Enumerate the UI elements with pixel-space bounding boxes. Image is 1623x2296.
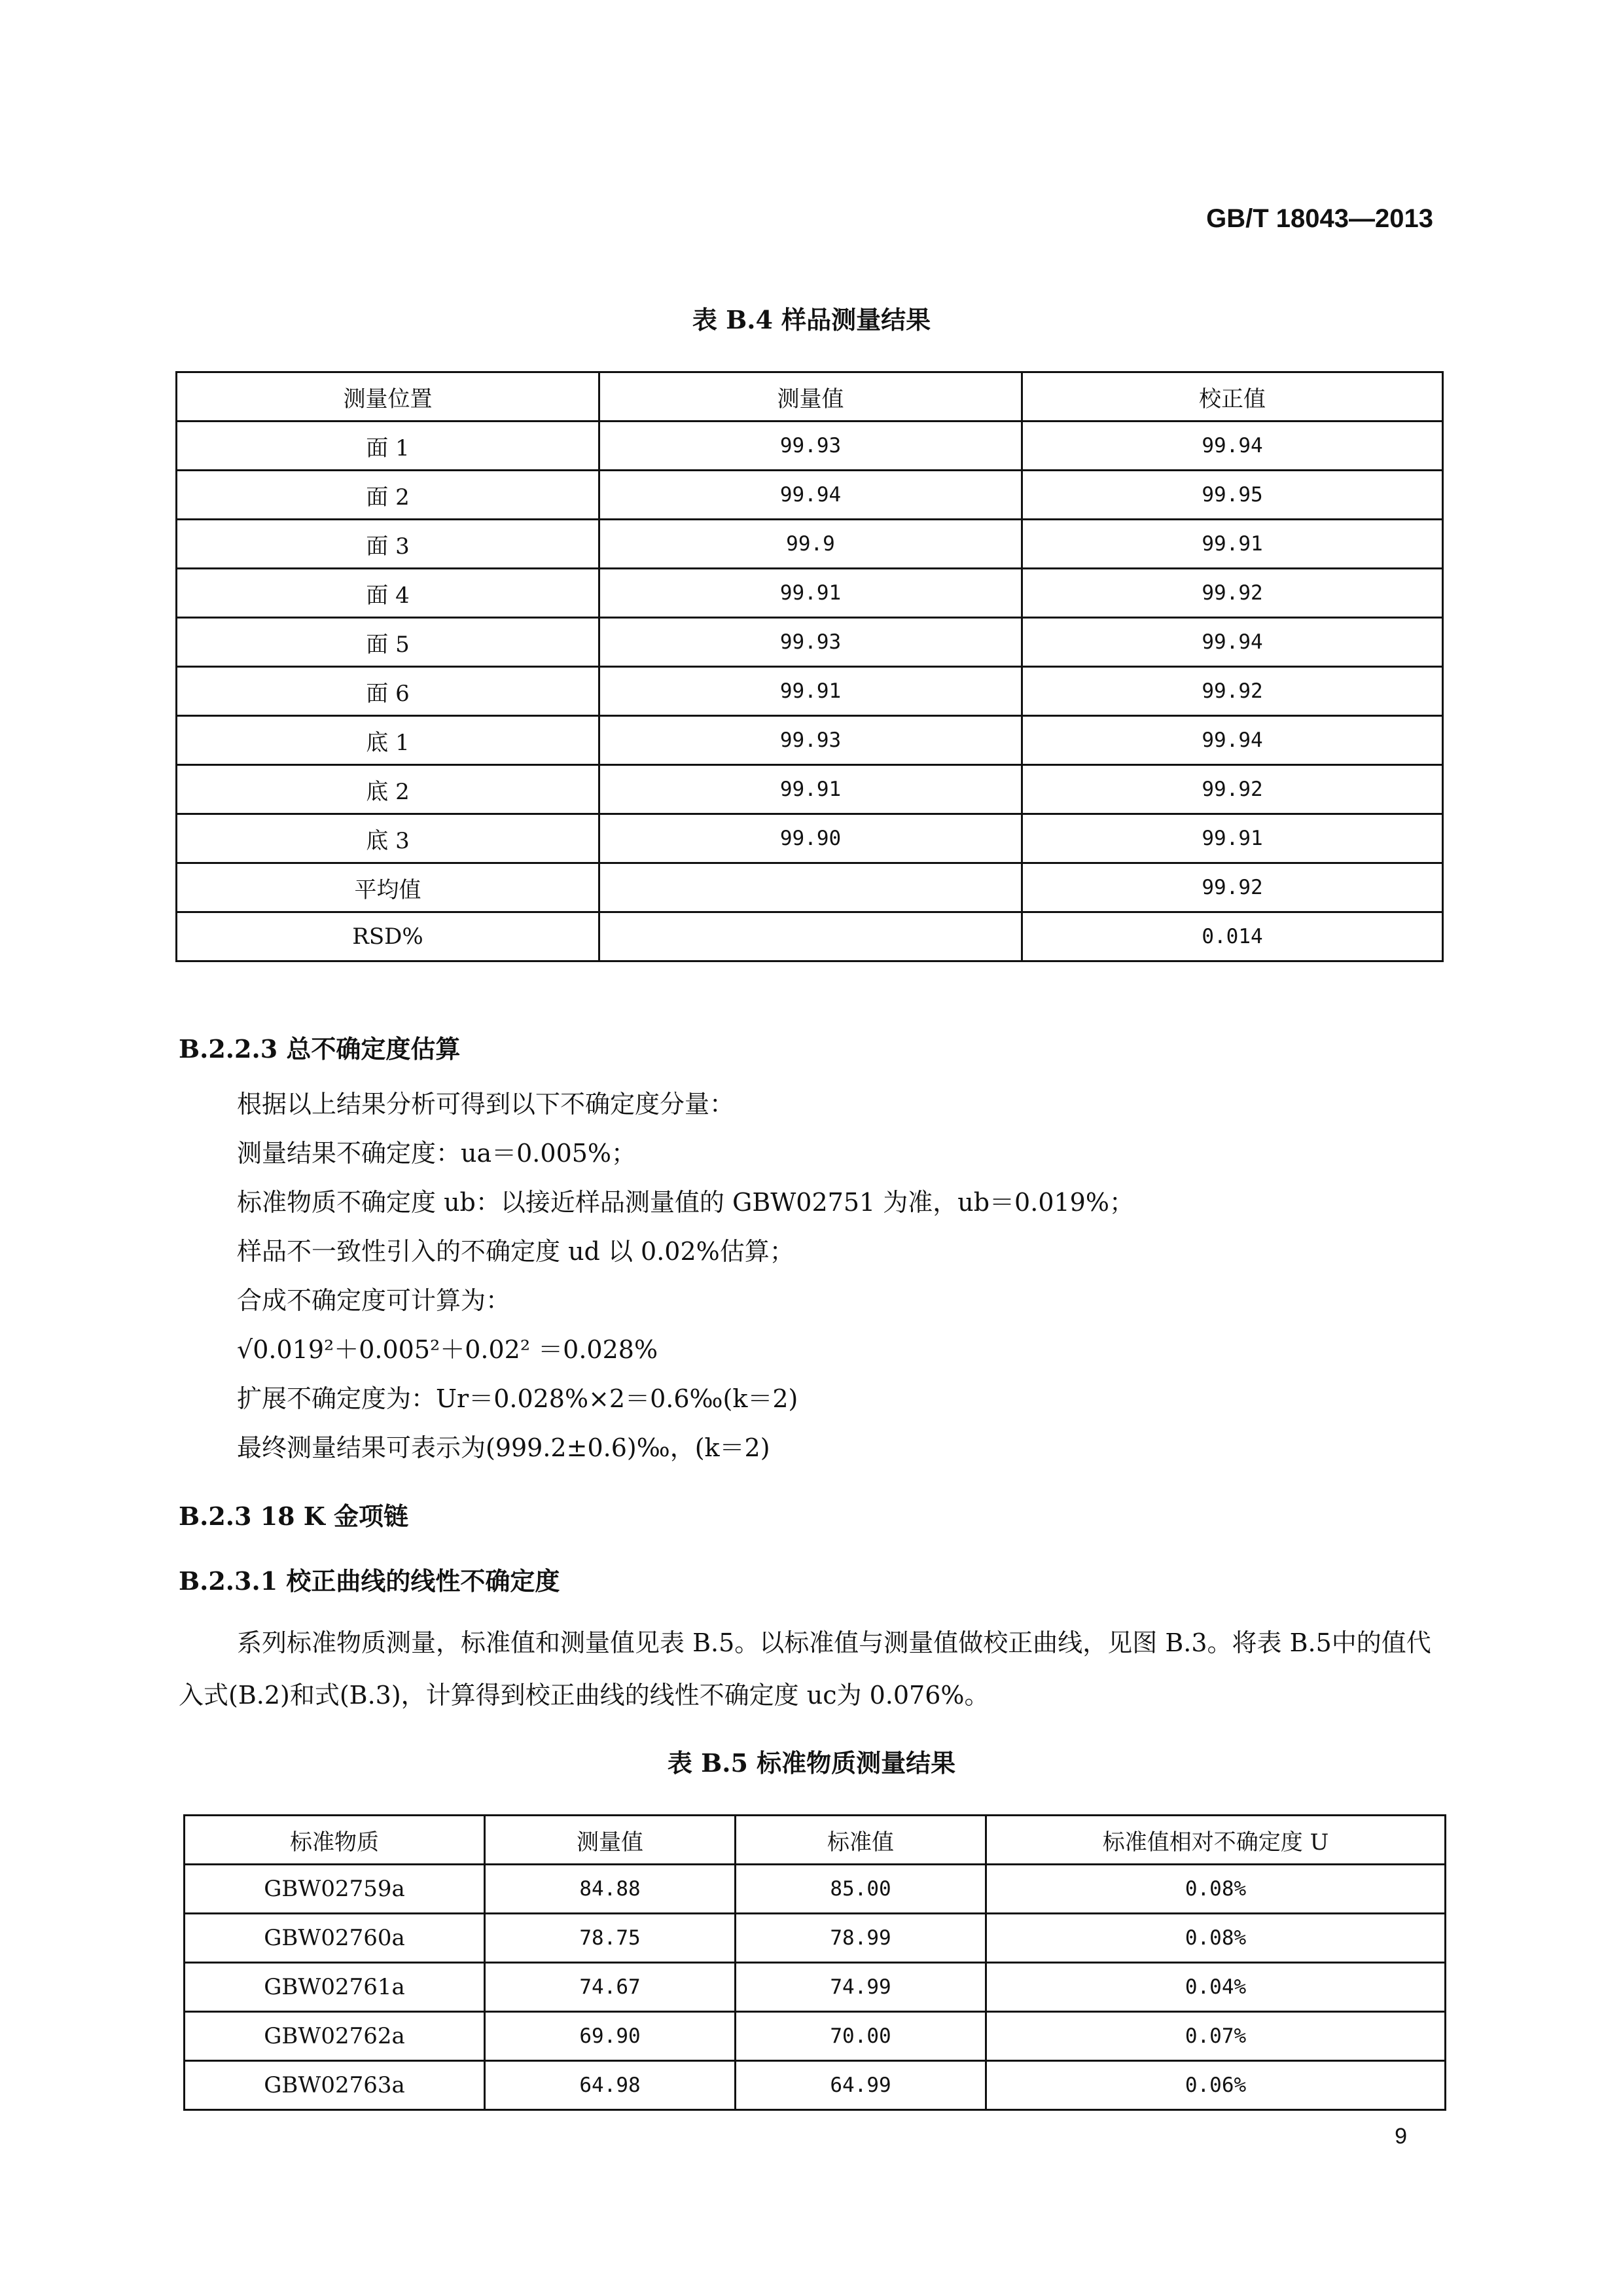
table-b4-caption: 表 B.4 样品测量结果 (692, 305, 931, 334)
table-row (177, 765, 1443, 814)
table-cell: 99.91 (1022, 814, 1443, 863)
table-cell: 99.95 (1022, 471, 1443, 520)
text-line: 根据以上结果分析可得到以下不确定度分量： (237, 1090, 735, 1119)
table-b5 (183, 1814, 1446, 2111)
table-cell: 底 1 (177, 716, 599, 765)
table-cell: 0.06% (986, 2061, 1446, 2110)
column-header: 测量位置 (177, 372, 599, 422)
text-line: 最终测量结果可表示为(999.2±0.6)‰，(k＝2) (237, 1433, 770, 1462)
table-cell: GBW02760a (185, 1914, 485, 1963)
table-b5-caption: 表 B.5 标准物质测量结果 (667, 1748, 956, 1778)
table-cell (599, 863, 1022, 912)
column-header: 测量值 (485, 1816, 736, 1865)
table-cell: 面 2 (177, 471, 599, 520)
table-cell: 99.91 (1022, 520, 1443, 569)
table-cell: 99.91 (599, 667, 1022, 716)
column-header: 标准物质 (185, 1816, 485, 1865)
table-cell: 99.94 (1022, 422, 1443, 471)
table-cell: 0.014 (1022, 912, 1443, 961)
section-heading-b23: B.2.3 18 K 金项链 (179, 1501, 409, 1531)
table-row (177, 814, 1443, 863)
table-row (185, 1865, 1446, 1914)
table-row (185, 2061, 1446, 2110)
table-row (177, 667, 1443, 716)
table-cell: 平均值 (177, 863, 599, 912)
table-cell: 84.88 (485, 1865, 736, 1914)
table-cell: 0.08% (986, 1865, 1446, 1914)
table-row (177, 422, 1443, 471)
table-cell: 99.92 (1022, 863, 1443, 912)
table-row (177, 471, 1443, 520)
table-row (177, 863, 1443, 912)
table-cell (599, 912, 1022, 961)
body-paragraph: 系列标准物质测量，标准值和测量值见表 B.5。以标准值与测量值做校正曲线，见图 B.3。将表 B.5中的值代入式(B.2)和式(B.3)，计算得到校正曲线的线性不确定度 uc为 0.076%。 (179, 1628, 1431, 1710)
table-header-row (177, 372, 1443, 422)
column-header: 测量值 (599, 372, 1022, 422)
table-header-row (185, 1816, 1446, 1865)
table-cell: 99.93 (599, 618, 1022, 667)
table-cell: RSD% (177, 912, 599, 961)
table-cell: 底 3 (177, 814, 599, 863)
table-cell: 69.90 (485, 2012, 736, 2061)
table-cell: 70.00 (736, 2012, 986, 2061)
table-row (185, 1914, 1446, 1963)
table-cell: 74.67 (485, 1963, 736, 2012)
table-row (185, 1963, 1446, 2012)
table-cell: 78.75 (485, 1914, 736, 1963)
table-cell: 0.08% (986, 1914, 1446, 1963)
column-header: 校正值 (1022, 372, 1443, 422)
table-cell: 64.98 (485, 2061, 736, 2110)
table-cell: 0.07% (986, 2012, 1446, 2061)
table-cell: 99.93 (599, 716, 1022, 765)
table-cell: 99.92 (1022, 667, 1443, 716)
table-cell: GBW02759a (185, 1865, 485, 1914)
table-cell: 99.93 (599, 422, 1022, 471)
standard-code: GB/T 18043—2013 (1206, 204, 1433, 233)
table-cell: 99.94 (1022, 716, 1443, 765)
table-cell: 0.04% (986, 1963, 1446, 2012)
text-line: 测量结果不确定度：ua＝0.005%； (237, 1139, 637, 1168)
table-row (177, 520, 1443, 569)
table-cell: 面 4 (177, 569, 599, 618)
section-heading-b231: B.2.3.1 校正曲线的线性不确定度 (179, 1566, 560, 1596)
table-cell: 99.91 (599, 569, 1022, 618)
table-row (177, 716, 1443, 765)
table-cell: 面 1 (177, 422, 599, 471)
table-cell: 99.92 (1022, 569, 1443, 618)
table-cell: 99.94 (1022, 618, 1443, 667)
table-cell: 85.00 (736, 1865, 986, 1914)
table-cell: 99.9 (599, 520, 1022, 569)
text-line: 样品不一致性引入的不确定度 ud 以 0.02%估算； (237, 1237, 794, 1266)
table-row (185, 2012, 1446, 2061)
column-header: 标准值相对不确定度 U (986, 1816, 1446, 1865)
table-b4 (175, 371, 1444, 962)
table-cell: 74.99 (736, 1963, 986, 2012)
column-header: 标准值 (736, 1816, 986, 1865)
table-row (177, 912, 1443, 961)
formula-line: √0.019²＋0.005²＋0.02² ＝0.028% (237, 1335, 658, 1364)
table-cell: GBW02761a (185, 1963, 485, 2012)
text-line: 扩展不确定度为：Ur＝0.028%×2＝0.6‰(k＝2) (237, 1384, 798, 1413)
table-cell: 99.91 (599, 765, 1022, 814)
table-cell: 64.99 (736, 2061, 986, 2110)
section-heading-b223: B.2.2.3 总不确定度估算 (179, 1034, 461, 1064)
table-cell: 78.99 (736, 1914, 986, 1963)
table-cell: GBW02763a (185, 2061, 485, 2110)
table-cell: GBW02762a (185, 2012, 485, 2061)
page-number: 9 (1395, 2124, 1407, 2149)
table-row (177, 569, 1443, 618)
text-line: 合成不确定度可计算为： (237, 1286, 511, 1315)
table-cell: 面 3 (177, 520, 599, 569)
table-cell: 面 6 (177, 667, 599, 716)
text-line: 标准物质不确定度 ub：以接近样品测量值的 GBW02751 为准，ub＝0.019%； (237, 1188, 1134, 1217)
table-cell: 底 2 (177, 765, 599, 814)
table-cell: 99.92 (1022, 765, 1443, 814)
table-cell: 99.94 (599, 471, 1022, 520)
table-cell: 面 5 (177, 618, 599, 667)
table-row (177, 618, 1443, 667)
table-cell: 99.90 (599, 814, 1022, 863)
